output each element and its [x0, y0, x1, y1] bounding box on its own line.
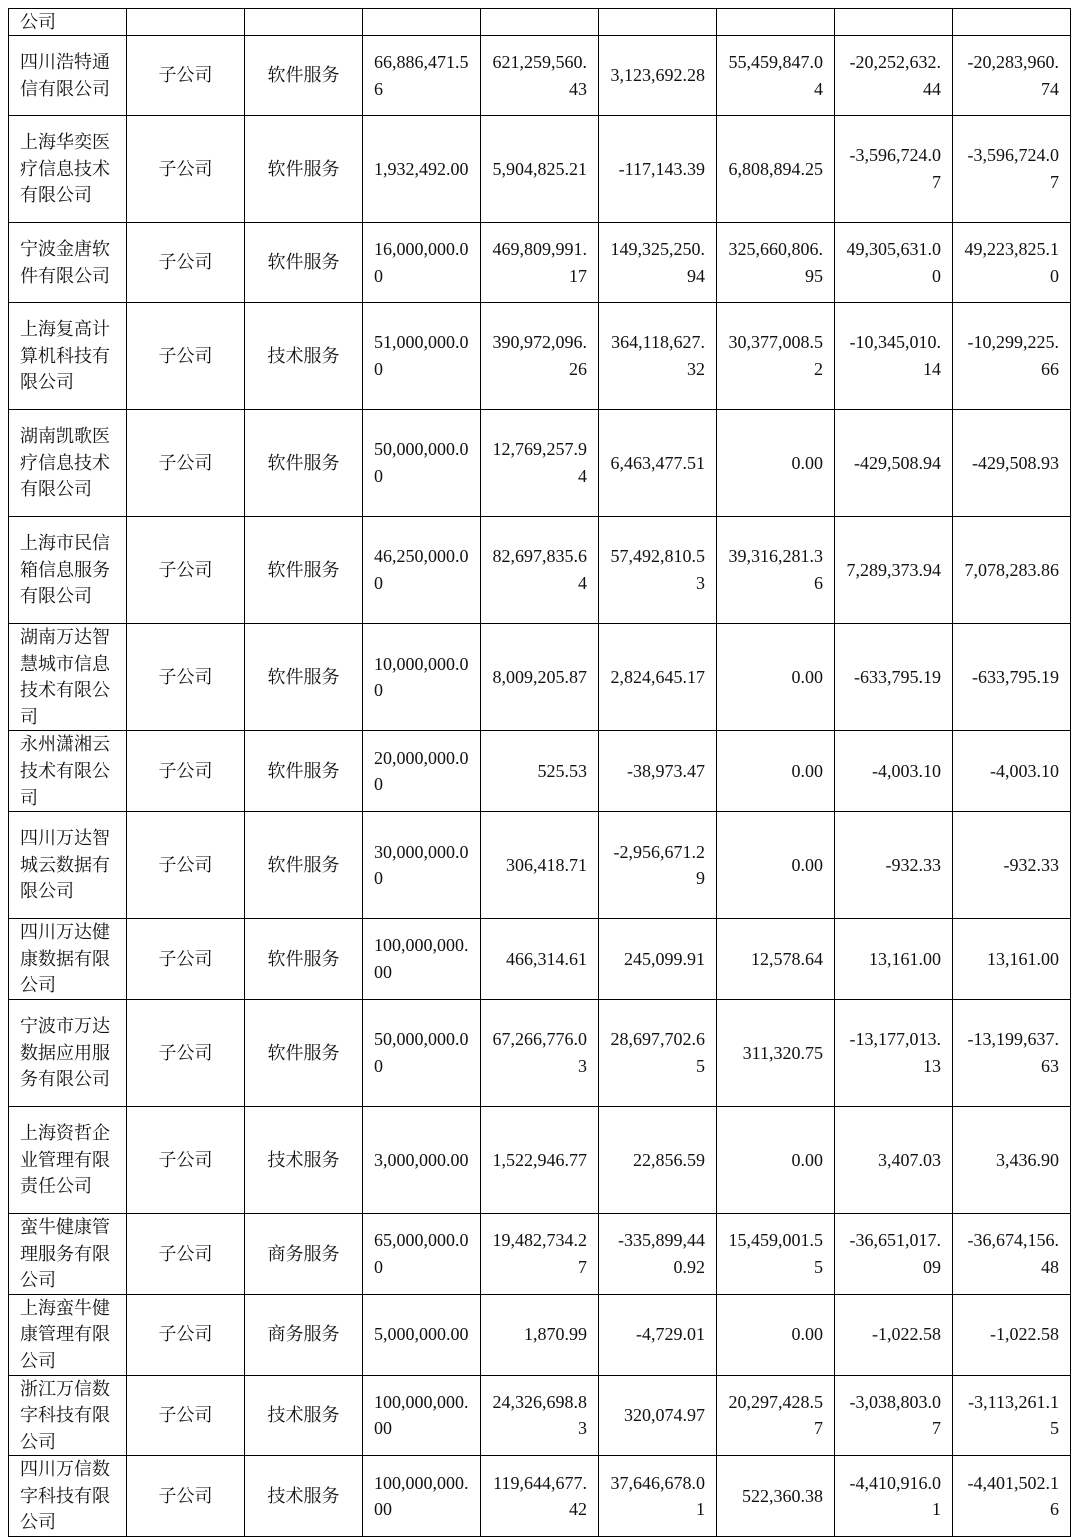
business-type-cell: 技术服务 — [245, 1375, 363, 1456]
company-type-cell: 子公司 — [127, 1375, 245, 1456]
company-name-cell: 上海复高计算机科技有限公司 — [9, 303, 127, 410]
net-profit-cell: -20,283,960.74 — [953, 36, 1071, 116]
company-name-cell: 上海市民信箱信息服务有限公司 — [9, 517, 127, 624]
business-type-cell: 软件服务 — [245, 517, 363, 624]
table-row — [9, 1213, 1071, 1294]
table-row — [9, 36, 1071, 116]
business-type-cell: 技术服务 — [245, 1456, 363, 1537]
operating-profit-cell: -633,795.19 — [835, 624, 953, 731]
business-type-cell: 商务服务 — [245, 1213, 363, 1294]
net-assets-cell: 57,492,810.53 — [599, 517, 717, 624]
total-assets-cell: 12,769,257.94 — [481, 410, 599, 517]
subsidiary-financial-table — [8, 8, 1071, 1537]
registered-capital-cell: 51,000,000.00 — [363, 303, 481, 410]
revenue-cell: 0.00 — [717, 1106, 835, 1213]
registered-capital-cell: 50,000,000.00 — [363, 410, 481, 517]
net-profit-cell: -10,299,225.66 — [953, 303, 1071, 410]
net-assets-cell: 149,325,250.94 — [599, 223, 717, 303]
business-type-cell: 软件服务 — [245, 919, 363, 1000]
company-type-cell: 子公司 — [127, 410, 245, 517]
company-name-fragment: 公司 — [9, 9, 127, 36]
table-row — [9, 116, 1071, 223]
revenue-cell: 15,459,001.55 — [717, 1213, 835, 1294]
business-type-cell: 软件服务 — [245, 223, 363, 303]
operating-profit-cell: -4,410,916.01 — [835, 1456, 953, 1537]
company-name-cell: 宁波市万达数据应用服务有限公司 — [9, 999, 127, 1106]
business-type-cell: 软件服务 — [245, 731, 363, 812]
net-assets-cell: 3,123,692.28 — [599, 36, 717, 116]
revenue-cell: 0.00 — [717, 410, 835, 517]
company-name-cell: 浙江万信数字科技有限公司 — [9, 1375, 127, 1456]
net-assets-cell: 2,824,645.17 — [599, 624, 717, 731]
registered-capital-cell: 20,000,000.00 — [363, 731, 481, 812]
table-row-fragment — [9, 9, 1071, 36]
table-row — [9, 223, 1071, 303]
revenue-cell: 0.00 — [717, 1294, 835, 1375]
company-type-cell: 子公司 — [127, 1294, 245, 1375]
company-name-cell: 上海华奕医疗信息技术有限公司 — [9, 116, 127, 223]
operating-profit-cell: -3,038,803.07 — [835, 1375, 953, 1456]
total-assets-cell: 466,314.61 — [481, 919, 599, 1000]
company-name-cell: 湖南万达智慧城市信息技术有限公司 — [9, 624, 127, 731]
table-row — [9, 1294, 1071, 1375]
registered-capital-cell: 66,886,471.56 — [363, 36, 481, 116]
net-profit-cell: 7,078,283.86 — [953, 517, 1071, 624]
company-type-cell: 子公司 — [127, 731, 245, 812]
operating-profit-cell: -3,596,724.07 — [835, 116, 953, 223]
operating-profit-cell: -20,252,632.44 — [835, 36, 953, 116]
revenue-cell: 20,297,428.57 — [717, 1375, 835, 1456]
company-name-cell: 湖南凯歌医疗信息技术有限公司 — [9, 410, 127, 517]
table-row — [9, 1375, 1071, 1456]
revenue-cell: 30,377,008.52 — [717, 303, 835, 410]
net-assets-cell: -4,729.01 — [599, 1294, 717, 1375]
operating-profit-cell: 7,289,373.94 — [835, 517, 953, 624]
operating-profit-cell: -1,022.58 — [835, 1294, 953, 1375]
table-row — [9, 410, 1071, 517]
company-type-cell: 子公司 — [127, 624, 245, 731]
table-row — [9, 303, 1071, 410]
net-assets-cell: 6,463,477.51 — [599, 410, 717, 517]
total-assets-cell: 82,697,835.64 — [481, 517, 599, 624]
company-name-cell: 上海蛮牛健康管理有限公司 — [9, 1294, 127, 1375]
net-profit-cell: -429,508.93 — [953, 410, 1071, 517]
operating-profit-cell: -10,345,010.14 — [835, 303, 953, 410]
revenue-cell: 311,320.75 — [717, 999, 835, 1106]
net-profit-cell: 49,223,825.10 — [953, 223, 1071, 303]
registered-capital-cell: 1,932,492.00 — [363, 116, 481, 223]
registered-capital-cell: 5,000,000.00 — [363, 1294, 481, 1375]
total-assets-cell: 5,904,825.21 — [481, 116, 599, 223]
registered-capital-cell: 3,000,000.00 — [363, 1106, 481, 1213]
revenue-cell: 522,360.38 — [717, 1456, 835, 1537]
total-assets-cell: 8,009,205.87 — [481, 624, 599, 731]
operating-profit-cell: -36,651,017.09 — [835, 1213, 953, 1294]
company-name-cell: 永州潇湘云技术有限公司 — [9, 731, 127, 812]
net-profit-cell: 3,436.90 — [953, 1106, 1071, 1213]
revenue-cell: 12,578.64 — [717, 919, 835, 1000]
registered-capital-cell: 46,250,000.00 — [363, 517, 481, 624]
registered-capital-cell: 100,000,000.00 — [363, 1456, 481, 1537]
table-row — [9, 624, 1071, 731]
net-profit-cell: -4,401,502.16 — [953, 1456, 1071, 1537]
operating-profit-cell: -429,508.94 — [835, 410, 953, 517]
net-profit-cell: -3,113,261.15 — [953, 1375, 1071, 1456]
business-type-cell: 技术服务 — [245, 303, 363, 410]
net-assets-cell: -117,143.39 — [599, 116, 717, 223]
net-assets-cell: -38,973.47 — [599, 731, 717, 812]
company-type-cell: 子公司 — [127, 919, 245, 1000]
table-row — [9, 517, 1071, 624]
revenue-cell: 0.00 — [717, 624, 835, 731]
company-name-cell: 四川浩特通信有限公司 — [9, 36, 127, 116]
net-assets-cell: -335,899,440.92 — [599, 1213, 717, 1294]
registered-capital-cell: 100,000,000.00 — [363, 919, 481, 1000]
total-assets-cell: 19,482,734.27 — [481, 1213, 599, 1294]
total-assets-cell: 119,644,677.42 — [481, 1456, 599, 1537]
total-assets-cell: 67,266,776.03 — [481, 999, 599, 1106]
operating-profit-cell: -4,003.10 — [835, 731, 953, 812]
net-assets-cell: 37,646,678.01 — [599, 1456, 717, 1537]
net-profit-cell: -36,674,156.48 — [953, 1213, 1071, 1294]
registered-capital-cell: 16,000,000.00 — [363, 223, 481, 303]
company-name-cell: 四川万达健康数据有限公司 — [9, 919, 127, 1000]
registered-capital-cell: 50,000,000.00 — [363, 999, 481, 1106]
company-type-cell: 子公司 — [127, 1213, 245, 1294]
company-type-cell: 子公司 — [127, 36, 245, 116]
operating-profit-cell: 49,305,631.00 — [835, 223, 953, 303]
total-assets-cell: 469,809,991.17 — [481, 223, 599, 303]
company-type-cell: 子公司 — [127, 1106, 245, 1213]
table-row — [9, 1106, 1071, 1213]
registered-capital-cell: 10,000,000.00 — [363, 624, 481, 731]
total-assets-cell: 525.53 — [481, 731, 599, 812]
table-row — [9, 919, 1071, 1000]
business-type-cell: 软件服务 — [245, 999, 363, 1106]
company-type-cell: 子公司 — [127, 116, 245, 223]
table-row — [9, 999, 1071, 1106]
registered-capital-cell: 30,000,000.00 — [363, 812, 481, 919]
net-profit-cell: -13,199,637.63 — [953, 999, 1071, 1106]
table-row — [9, 812, 1071, 919]
total-assets-cell: 24,326,698.83 — [481, 1375, 599, 1456]
company-name-cell: 四川万达智城云数据有限公司 — [9, 812, 127, 919]
registered-capital-cell: 65,000,000.00 — [363, 1213, 481, 1294]
operating-profit-cell: -932.33 — [835, 812, 953, 919]
company-name-cell: 宁波金唐软件有限公司 — [9, 223, 127, 303]
operating-profit-cell: -13,177,013.13 — [835, 999, 953, 1106]
total-assets-cell: 390,972,096.26 — [481, 303, 599, 410]
net-profit-cell: -932.33 — [953, 812, 1071, 919]
company-type-cell: 子公司 — [127, 1456, 245, 1537]
business-type-cell: 商务服务 — [245, 1294, 363, 1375]
net-profit-cell: -633,795.19 — [953, 624, 1071, 731]
business-type-cell: 软件服务 — [245, 410, 363, 517]
business-type-cell: 软件服务 — [245, 116, 363, 223]
net-profit-cell: -1,022.58 — [953, 1294, 1071, 1375]
business-type-cell: 技术服务 — [245, 1106, 363, 1213]
operating-profit-cell: 3,407.03 — [835, 1106, 953, 1213]
company-type-cell: 子公司 — [127, 517, 245, 624]
company-name-cell: 蛮牛健康管理服务有限公司 — [9, 1213, 127, 1294]
total-assets-cell: 621,259,560.43 — [481, 36, 599, 116]
net-assets-cell: 28,697,702.65 — [599, 999, 717, 1106]
net-assets-cell: 245,099.91 — [599, 919, 717, 1000]
total-assets-cell: 306,418.71 — [481, 812, 599, 919]
net-assets-cell: 320,074.97 — [599, 1375, 717, 1456]
revenue-cell: 55,459,847.04 — [717, 36, 835, 116]
revenue-cell: 6,808,894.25 — [717, 116, 835, 223]
net-assets-cell: 22,856.59 — [599, 1106, 717, 1213]
company-type-cell: 子公司 — [127, 223, 245, 303]
revenue-cell: 0.00 — [717, 812, 835, 919]
total-assets-cell: 1,522,946.77 — [481, 1106, 599, 1213]
business-type-cell: 软件服务 — [245, 624, 363, 731]
business-type-cell: 软件服务 — [245, 812, 363, 919]
net-profit-cell: 13,161.00 — [953, 919, 1071, 1000]
table-row — [9, 731, 1071, 812]
registered-capital-cell: 100,000,000.00 — [363, 1375, 481, 1456]
company-name-cell: 上海资哲企业管理有限责任公司 — [9, 1106, 127, 1213]
operating-profit-cell: 13,161.00 — [835, 919, 953, 1000]
net-assets-cell: 364,118,627.32 — [599, 303, 717, 410]
net-profit-cell: -4,003.10 — [953, 731, 1071, 812]
company-type-cell: 子公司 — [127, 303, 245, 410]
company-type-cell: 子公司 — [127, 999, 245, 1106]
revenue-cell: 325,660,806.95 — [717, 223, 835, 303]
company-name-cell: 四川万信数字科技有限公司 — [9, 1456, 127, 1537]
net-assets-cell: -2,956,671.29 — [599, 812, 717, 919]
revenue-cell: 39,316,281.36 — [717, 517, 835, 624]
table-row — [9, 1456, 1071, 1537]
business-type-cell: 软件服务 — [245, 36, 363, 116]
company-type-cell: 子公司 — [127, 812, 245, 919]
revenue-cell: 0.00 — [717, 731, 835, 812]
total-assets-cell: 1,870.99 — [481, 1294, 599, 1375]
net-profit-cell: -3,596,724.07 — [953, 116, 1071, 223]
